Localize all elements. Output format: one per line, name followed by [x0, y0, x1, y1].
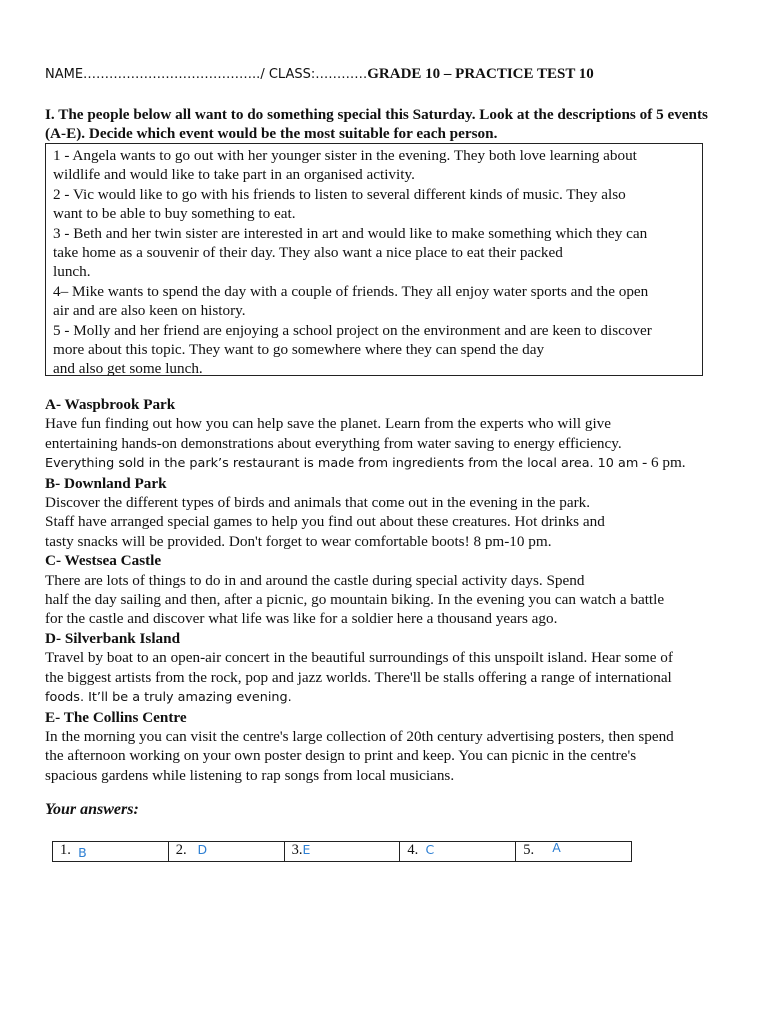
answer-number: 3. — [291, 842, 303, 858]
people-descriptions-box — [45, 143, 703, 376]
person-line: 1 - Angela wants to go out with her younger sister in the evening. They both love learning about — [53, 147, 637, 164]
event-line: Staff have arranged special games to help you find out about these creatures. Hot drinks and — [45, 513, 605, 531]
event-line: Discover the different types of birds and animals that come out in the evening in the park. — [45, 494, 591, 512]
event-line — [45, 453, 735, 473]
event-e — [45, 708, 735, 786]
event-line: the afternoon working on your own poster design to print and keep. You can picnic in the centre's — [45, 747, 637, 765]
answer-cell-3[interactable] — [284, 842, 400, 862]
event-heading: E- The Collins Centre — [45, 708, 187, 726]
person-line: wildlife and would like to take part in an organised activity. — [53, 166, 415, 184]
answer-value: A — [552, 840, 561, 855]
header-line — [45, 66, 594, 83]
person-line: want to be able to buy something to eat. — [53, 205, 296, 223]
person-line: take home as a souvenir of their day. They also want a nice place to eat their packed — [53, 244, 563, 262]
person-line: lunch. — [53, 263, 91, 281]
answer-cell-5[interactable] — [516, 842, 632, 862]
person-line: 2 - Vic would like to go with his friends to listen to several different kinds of music. They also — [53, 185, 626, 203]
event-line: half the day sailing and then, after a picnic, go mountain biking. In the evening you can watch a battle — [45, 591, 665, 609]
event-heading: B- Downland Park — [45, 474, 167, 492]
event-line-part: Everything sold in the park’s restaurant is made from ingredients from the local area. 10 am — [45, 456, 639, 472]
answer-value: C — [425, 842, 435, 857]
event-line: Travel by boat to an open-air concert in the beautiful surroundings of this unspoilt island. Hear some of — [45, 649, 673, 667]
event-line: There are lots of things to do in and around the castle during special activity days. Spend — [45, 571, 585, 589]
person-line: and also get some lunch. — [53, 360, 203, 378]
person-line: more about this topic. They want to go somewhere where they can spend the day — [53, 341, 545, 359]
person-line: 5 - Molly and her friend are enjoying a school project on the environment and are keen to discover — [53, 321, 652, 339]
event-heading: A- Waspbrook Park — [45, 396, 176, 413]
event-line: tasty snacks will be provided. Don't forget to wear comfortable boots! 8 pm-10 pm. — [45, 532, 552, 550]
section-instructions: I. The people below all want to do something special this Saturday. Look at the descriptions of 5 events (A-E). Decide which event would be the most suitable for each person. — [45, 106, 708, 142]
answer-cell-4[interactable] — [400, 842, 516, 862]
event-line: Have fun finding out how you can help save the planet. Learn from the experts who will give — [45, 415, 611, 433]
events-list — [45, 395, 735, 785]
event-line-part: - 6 pm. — [638, 454, 686, 472]
event-line-part: foods. It’ll be a truly amazing evening. — [45, 690, 292, 706]
event-line — [45, 687, 735, 707]
answer-value: D — [197, 842, 208, 857]
answers-table — [52, 841, 632, 862]
event-line: In the morning you can visit the centre's large collection of 20th century advertising posters, then spend — [45, 727, 674, 745]
event-line: entertaining hands-on demonstrations about everything from water saving to energy efficiency. — [45, 434, 622, 452]
event-a — [45, 395, 735, 474]
person-4 — [53, 282, 696, 321]
person-1 — [53, 146, 696, 185]
answer-number: 2. — [175, 842, 187, 858]
answer-value: E — [302, 842, 311, 857]
event-line: spacious gardens while listening to rap songs from local musicians. — [45, 766, 455, 784]
answer-number: 1. — [60, 842, 71, 858]
event-b — [45, 474, 735, 552]
person-5 — [53, 321, 696, 379]
name-class-field: NAME…………………………………../ CLASS:………… — [45, 67, 368, 82]
event-heading: C- Westsea Castle — [45, 552, 162, 570]
person-line: air and are also keen on history. — [53, 302, 246, 320]
answers-label: Your answers: — [45, 801, 139, 818]
event-line: for the castle and discover what life was like for a soldier here a thousand years ago. — [45, 610, 558, 628]
event-line: the biggest artists from the rock, pop and jazz worlds. There'll be stalls offering a range of international — [45, 668, 672, 686]
answer-number: 4. — [407, 842, 419, 858]
person-3 — [53, 224, 696, 282]
answer-number: 5. — [523, 842, 535, 858]
person-line: 4– Mike wants to spend the day with a couple of friends. They all enjoy water sports and the open — [53, 282, 649, 300]
answer-value: B — [78, 845, 87, 860]
grade-title: GRADE 10 – PRACTICE TEST 10 — [367, 66, 594, 82]
answer-cell-1[interactable] — [53, 842, 169, 862]
person-line: 3 - Beth and her twin sister are interested in art and would like to make something which they can — [53, 224, 648, 242]
event-heading: D- Silverbank Island — [45, 629, 181, 647]
event-c — [45, 551, 735, 629]
answers-row — [53, 842, 632, 862]
event-d — [45, 629, 735, 708]
answer-cell-2[interactable] — [168, 842, 284, 862]
person-2 — [53, 185, 696, 224]
